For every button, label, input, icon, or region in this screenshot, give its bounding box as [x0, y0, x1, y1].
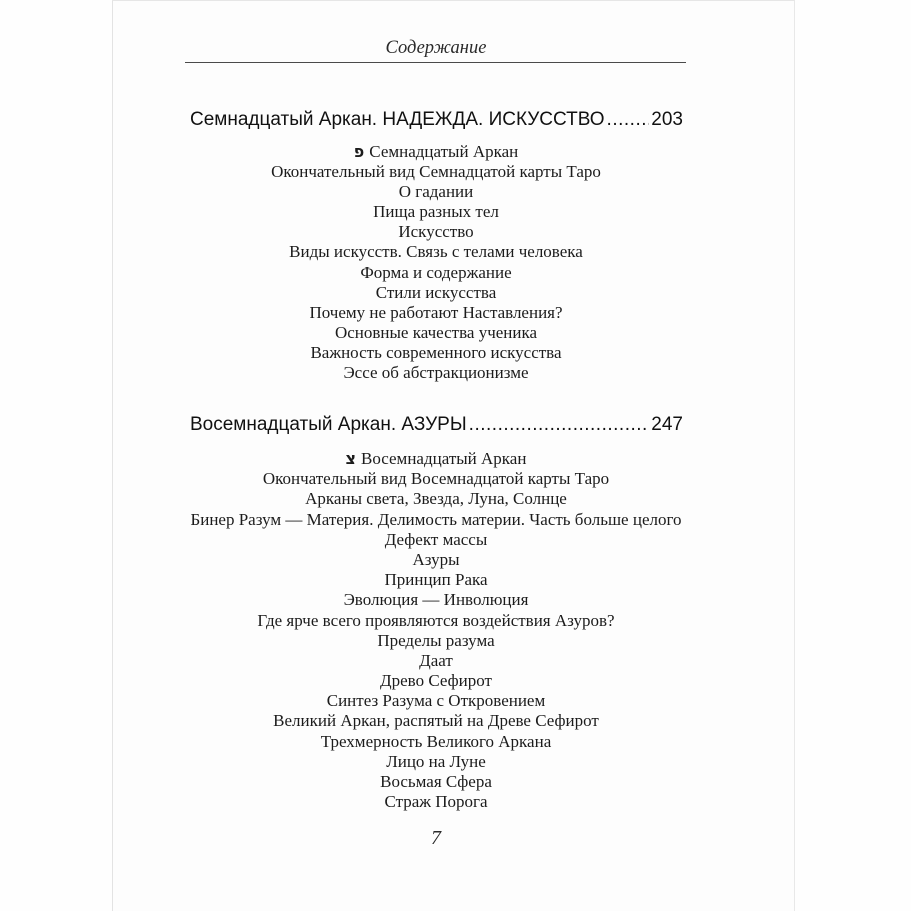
section-title: Семнадцатый Аркан. НАДЕЖДА. ИСКУССТВО — [190, 109, 605, 130]
hebrew-letter: צ — [345, 449, 356, 468]
toc-entry: Эссе об абстракционизме — [343, 363, 529, 383]
header-rule — [185, 62, 686, 63]
toc-entry: Древо Сефирот — [380, 671, 492, 691]
toc-entry: Эволюция — Инволюция — [343, 590, 529, 610]
toc-entry: Виды искусств. Связь с телами человека — [289, 242, 583, 262]
toc-list — [136, 142, 736, 383]
toc-entry: Бинер Разум — Материя. Делимость материи. Часть больше целого — [190, 509, 682, 529]
toc-entry: Окончательный вид Восемнадцатой карты Таро — [262, 469, 610, 489]
toc-entry: Форма и содержание — [360, 262, 512, 282]
toc-entry: Принцип Рака — [384, 570, 488, 590]
hebrew-letter: פ — [353, 142, 365, 161]
toc-entry: Синтез Разума с Откровением — [326, 691, 546, 711]
toc-entry: О гадании — [398, 182, 474, 202]
toc-entry: Восьмая Сфера — [380, 772, 492, 791]
running-title: Содержание — [385, 38, 487, 58]
toc-entry: Арканы света, Звезда, Луна, Солнце — [305, 489, 567, 509]
toc-entry: Где ярче всего проявляются воздействия Азуров? — [257, 610, 615, 630]
toc-entry: Пища разных тел — [373, 202, 499, 222]
section-heading — [190, 413, 683, 437]
toc-list — [136, 449, 736, 812]
toc-entry: Лицо на Луне — [386, 751, 486, 771]
toc-entry: Страж Порога — [384, 792, 488, 812]
toc-entry: Трехмерность Великого Аркана — [320, 731, 552, 751]
toc-entry: Азуры — [412, 549, 460, 569]
toc-entry: Даат — [419, 650, 453, 670]
section-heading — [190, 108, 683, 132]
toc-entry: Почему не работают Наставления? — [309, 302, 563, 322]
toc-entry-text: Восемнадцатый Аркан — [361, 449, 527, 468]
toc-entry: Великий Аркан, распятый на Древе Сефирот — [273, 711, 599, 731]
toc-entry: Стили искусства — [375, 282, 497, 302]
toc-entry — [136, 142, 736, 162]
toc-entry: Дефект массы — [384, 529, 488, 549]
dot-leader — [607, 108, 650, 132]
toc-entry: Искусство — [398, 222, 474, 242]
section-page-number: 203 — [651, 109, 683, 130]
toc-entry: Пределы разума — [377, 630, 495, 650]
toc-entry: Важность современного искусства — [310, 342, 562, 362]
dot-leader — [469, 413, 650, 437]
toc-entry-text: Семнадцатый Аркан — [369, 142, 519, 161]
page-number: 7 — [431, 827, 441, 849]
section-title: Восемнадцатый Аркан. АЗУРЫ — [190, 414, 467, 435]
section-page-number: 247 — [651, 414, 683, 435]
toc-entry: Окончательный вид Семнадцатой карты Таро — [271, 162, 601, 182]
toc-entry — [136, 449, 736, 469]
toc-entry: Основные качества ученика — [334, 322, 538, 342]
